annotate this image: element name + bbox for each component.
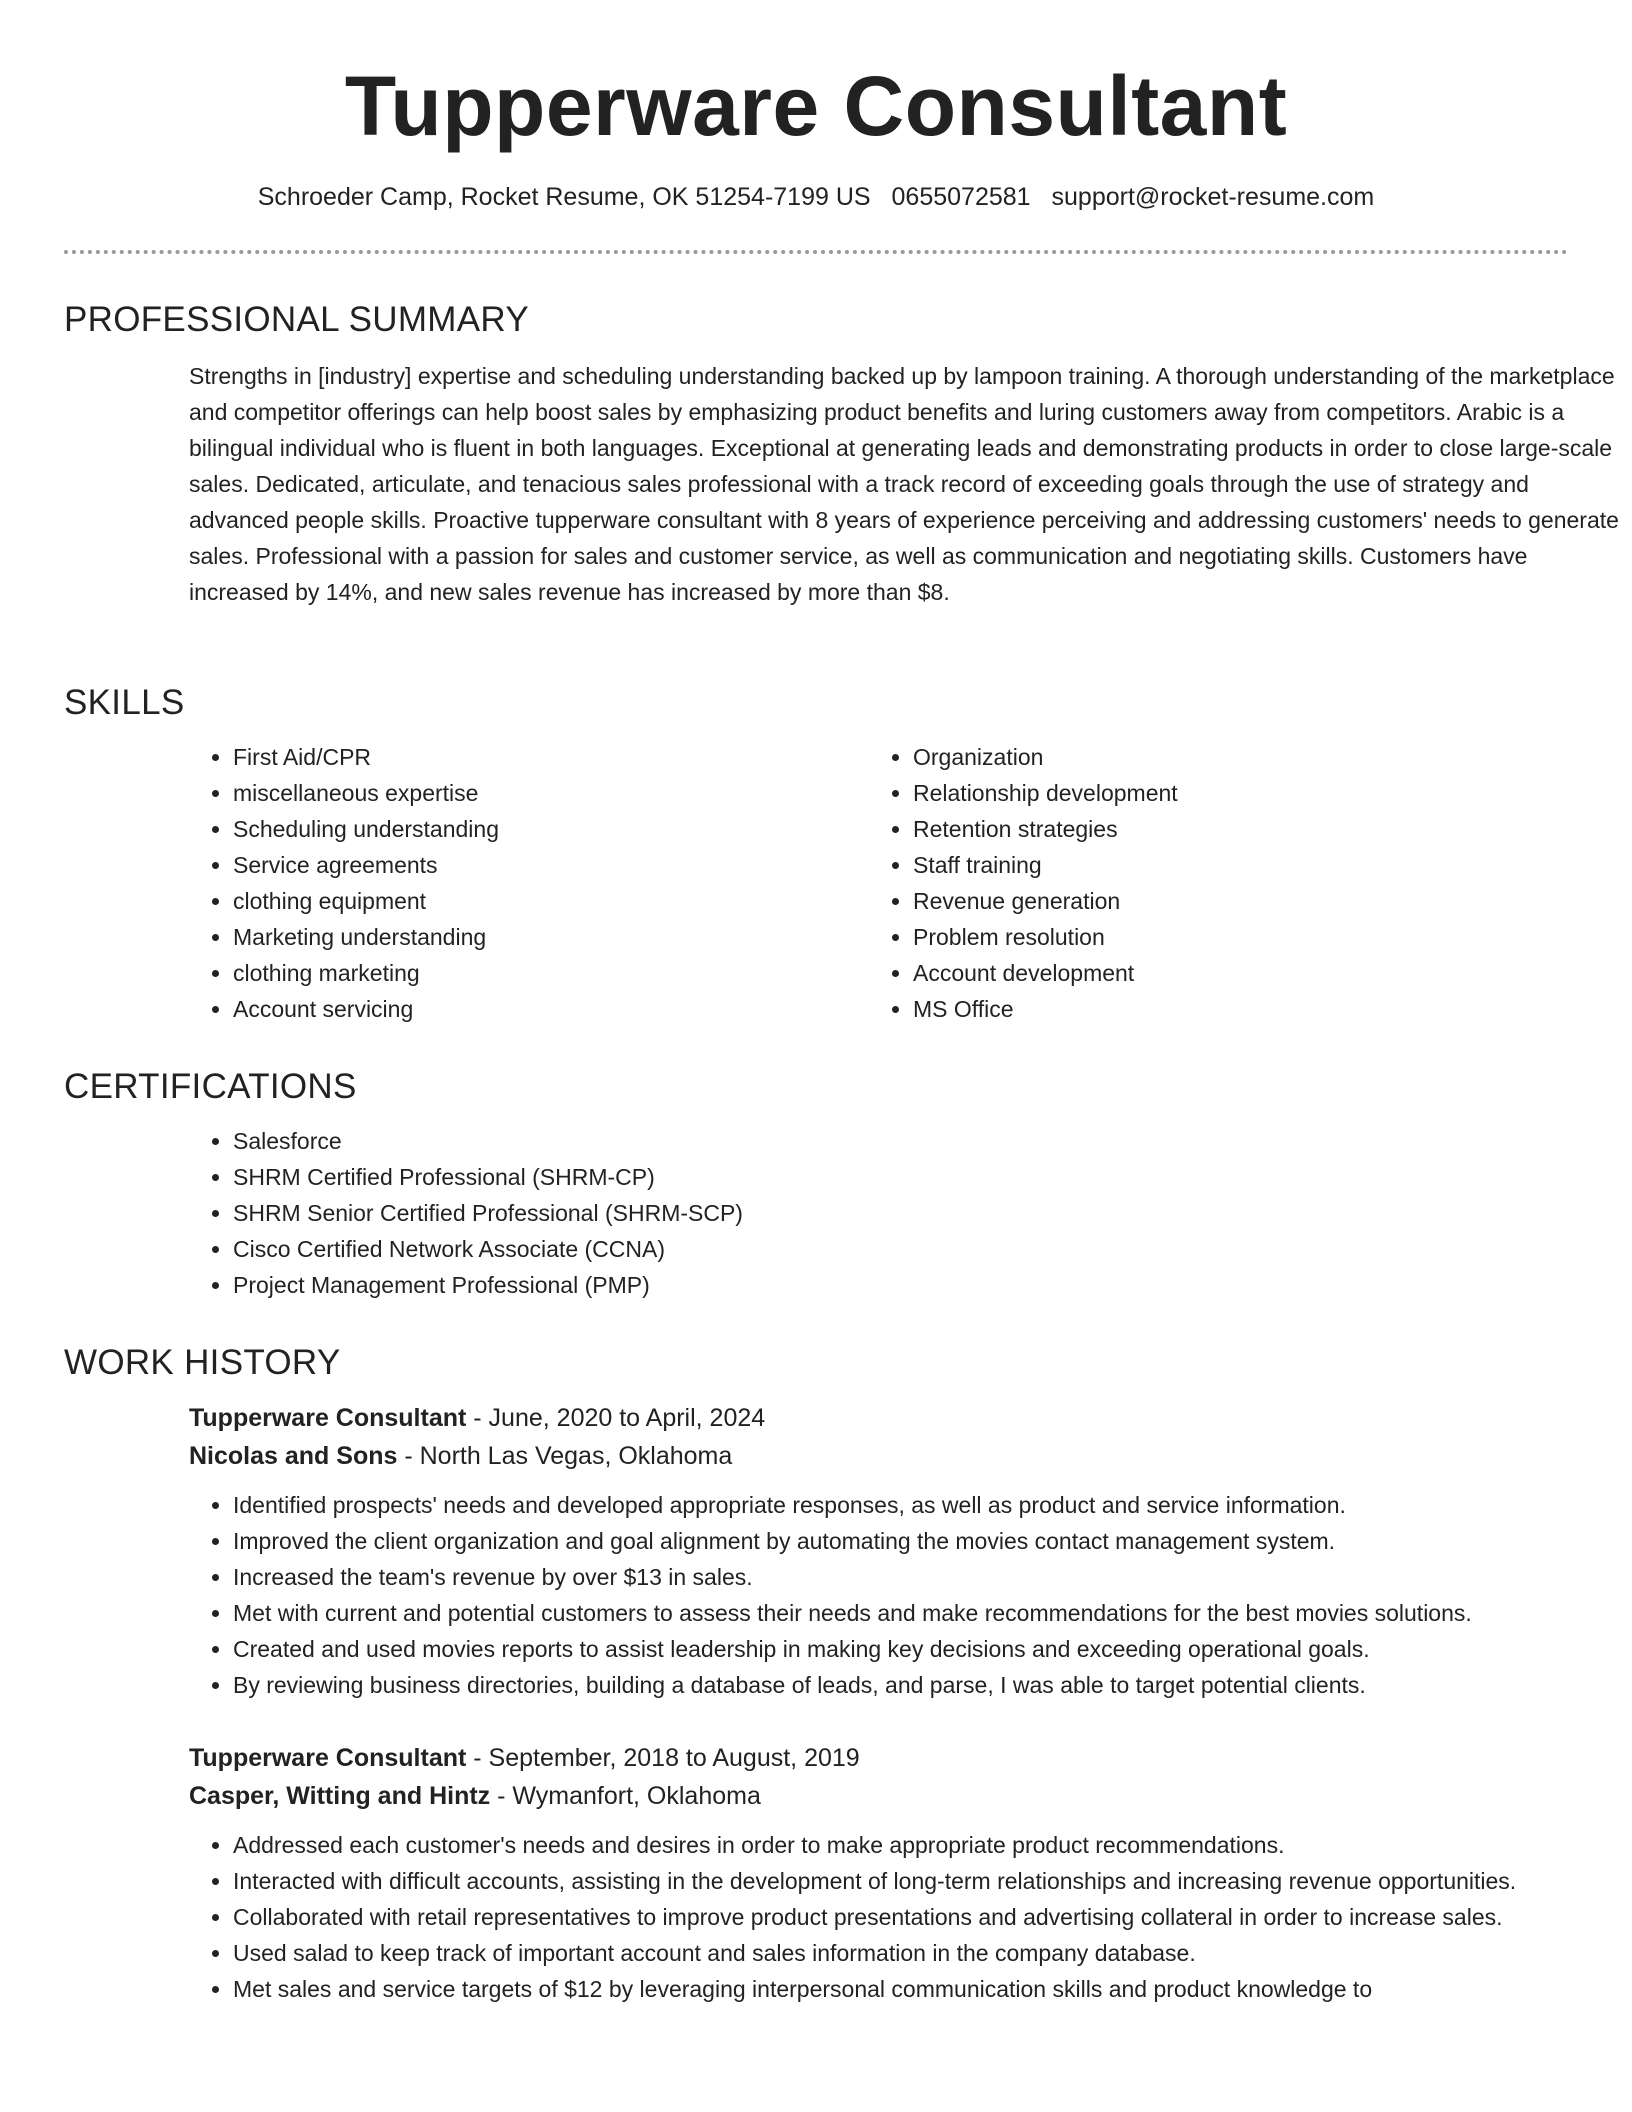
certification-item: • SHRM Certified Professional (SHRM-CP) — [233, 1159, 1568, 1195]
work-history-title: WORK HISTORY — [64, 1343, 341, 1382]
job-bullets — [189, 1487, 1559, 1703]
skills-title: SKILLS — [64, 683, 185, 722]
contact-email: support@rocket-resume.com — [1051, 183, 1375, 211]
certification-item: • SHRM Senior Certified Professional (SHRM-SCP) — [233, 1195, 1568, 1231]
job-company: Nicolas and Sons — [189, 1442, 398, 1470]
header-divider — [64, 250, 1568, 254]
skill-item: • Organization — [913, 739, 1549, 775]
job-bullets-wrap — [189, 1487, 1559, 1703]
skill-item: • Problem resolution — [913, 919, 1549, 955]
job-company: Casper, Witting and Hintz — [189, 1782, 491, 1810]
job-entry — [64, 1739, 1568, 2007]
job-company-line — [189, 1437, 1568, 1475]
skill-item: • MS Office — [913, 991, 1549, 1027]
job-bullet: • Created and used movies reports to assist leadership in making key decisions and exceeding operational goals. — [233, 1631, 1559, 1667]
skills-section — [64, 681, 1568, 1027]
skill-item: • Account servicing — [233, 991, 869, 1027]
job-bullet: • Addressed each customer's needs and desires in order to make appropriate product recommendations. — [233, 1827, 1559, 1863]
skill-item: • Service agreements — [233, 847, 869, 883]
skills-column-right — [869, 739, 1549, 1027]
job-bullet: • Collaborated with retail representatives to improve product presentations and advertising collateral in order to increase sales. — [233, 1899, 1559, 1935]
summary-section — [64, 298, 1619, 610]
job-bullet: • Met with current and potential customers to assess their needs and make recommendations for the best movies solutions. — [233, 1595, 1559, 1631]
contact-line — [0, 180, 1632, 214]
certification-item: • Salesforce — [233, 1123, 1568, 1159]
skills-columns — [189, 739, 1569, 1027]
skill-item: • Marketing understanding — [233, 919, 869, 955]
skill-item: • miscellaneous expertise — [233, 775, 869, 811]
certifications-list-wrap — [189, 1123, 1568, 1303]
skill-item: • Scheduling understanding — [233, 811, 869, 847]
certifications-title: CERTIFICATIONS — [64, 1067, 357, 1106]
job-bullet: • Used salad to keep track of important account and sales information in the company database. — [233, 1935, 1559, 1971]
job-bullet: • Identified prospects' needs and developed appropriate responses, as well as product and service information. — [233, 1487, 1559, 1523]
skill-item: • Retention strategies — [913, 811, 1549, 847]
skills-column-left — [189, 739, 869, 1027]
summary-title: PROFESSIONAL SUMMARY — [64, 300, 529, 339]
job-bullets-wrap — [189, 1827, 1559, 2007]
skills-list-right — [869, 739, 1549, 1027]
job-bullet: • Improved the client organization and goal alignment by automating the movies contact management system. — [233, 1523, 1559, 1559]
job-entry — [64, 1399, 1568, 1703]
job-title-line — [189, 1399, 1568, 1437]
skill-item: • Revenue generation — [913, 883, 1549, 919]
work-history-section — [64, 1341, 1568, 2007]
job-bullet: • Interacted with difficult accounts, assisting in the development of long-term relationships and increasing revenue opportunities. — [233, 1863, 1559, 1899]
job-bullet: • Met sales and service targets of $12 by leveraging interpersonal communication skills and product knowledge to — [233, 1971, 1559, 2007]
contact-phone: 0655072581 — [891, 183, 1031, 211]
certification-item: • Cisco Certified Network Associate (CCNA) — [233, 1231, 1568, 1267]
certification-item: • Project Management Professional (PMP) — [233, 1267, 1568, 1303]
skill-item: • Staff training — [913, 847, 1549, 883]
summary-text: Strengths in [industry] expertise and scheduling understanding backed up by lampoon training. A thorough understanding of the marketplace and competitor offerings can help boost sales by emphasizing product benefits and luring customers away from competitors. Arabic is a bilingual individual who is fluent in both languages. Exceptional at generating leads and demonstrating products in order to close large-scale sales. Dedicated, articulate, and tenacious sales professional with a track record of exceeding goals through the use of strategy and advanced people skills. Proactive tupperware consultant with 8 years of experience perceiving and addressing customers' needs to generate sales. Professional with a passion for sales and customer service, as well as communication and negotiating skills. Customers have increased by 14%, and new sales revenue has increased by more than $8. — [189, 363, 1619, 605]
job-title-line — [189, 1739, 1568, 1777]
job-role: Tupperware Consultant — [189, 1744, 467, 1772]
skills-list-left — [189, 739, 869, 1027]
certifications-section — [64, 1065, 1568, 1303]
resume-name: Tupperware Consultant — [344, 59, 1288, 153]
skill-item: • clothing equipment — [233, 883, 869, 919]
job-location: - North Las Vegas, Oklahoma — [397, 1442, 733, 1470]
job-bullets — [189, 1827, 1559, 2007]
skill-item: • Relationship development — [913, 775, 1549, 811]
job-dates: - September, 2018 to August, 2019 — [466, 1744, 860, 1772]
job-company-line — [189, 1777, 1568, 1815]
job-role: Tupperware Consultant — [189, 1404, 467, 1432]
job-dates: - June, 2020 to April, 2024 — [466, 1404, 766, 1432]
skill-item: • clothing marketing — [233, 955, 869, 991]
job-bullet: • Increased the team's revenue by over $13 in sales. — [233, 1559, 1559, 1595]
skill-item: • First Aid/CPR — [233, 739, 869, 775]
job-bullet: • By reviewing business directories, building a database of leads, and parse, I was able to target potential clients. — [233, 1667, 1559, 1703]
job-location: - Wymanfort, Oklahoma — [490, 1782, 761, 1810]
certifications-list — [189, 1123, 1568, 1303]
skill-item: • Account development — [913, 955, 1549, 991]
contact-address: Schroeder Camp, Rocket Resume, OK 51254-7199 US — [257, 183, 871, 211]
